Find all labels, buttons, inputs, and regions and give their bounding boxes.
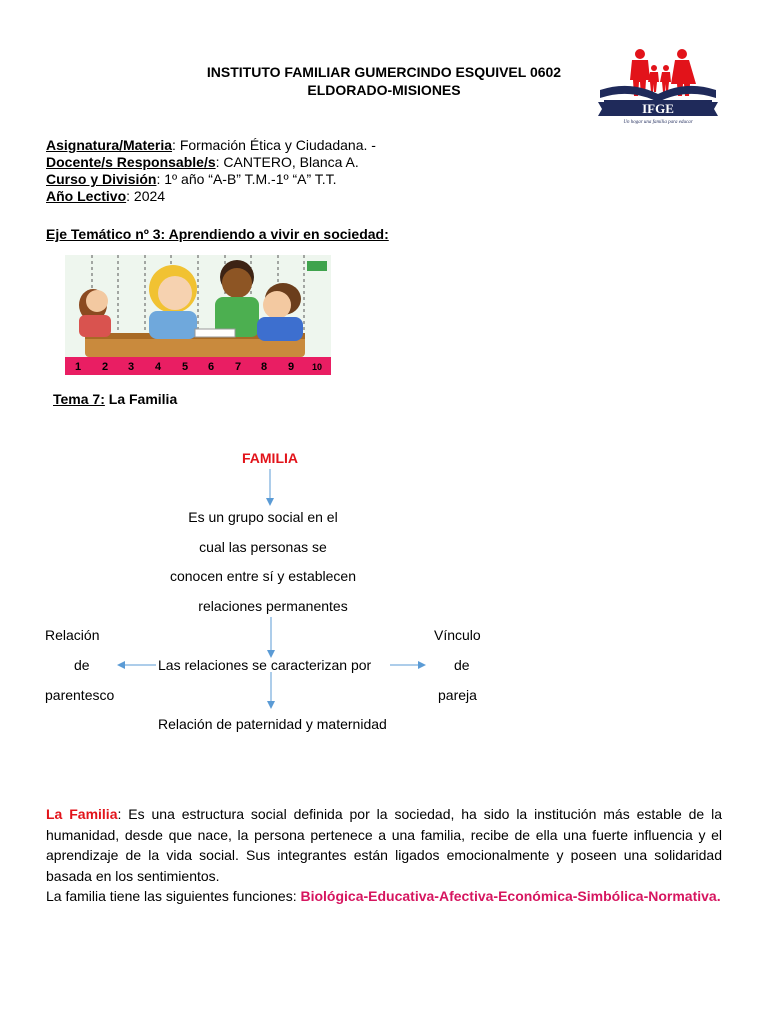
strip-number: 2 <box>101 361 109 373</box>
strip-number: 7 <box>234 361 242 373</box>
strip-number: 10 <box>311 362 323 372</box>
definition-line: relaciones permanentes <box>198 598 348 614</box>
course-value: : 1º año “A-B” T.M.-1º “A” T.T. <box>156 171 337 187</box>
definition-line: cual las personas se <box>199 539 327 555</box>
left-line: de <box>74 657 90 673</box>
tema-label: Tema 7: <box>53 391 105 407</box>
course-label: Curso y División <box>46 171 157 187</box>
year-label: Año Lectivo <box>46 188 127 204</box>
school-location: ELDORADO-MISIONES <box>307 82 461 98</box>
paragraph-lead: La Familia <box>46 806 118 822</box>
eje-tematico: Eje Temático nº 3: Aprendiendo a vivir en sociedad: <box>46 226 389 242</box>
right-line: pareja <box>438 687 477 703</box>
strip-number: 9 <box>287 361 295 373</box>
strip-number: 6 <box>207 361 215 373</box>
subject-label: Asignatura/Materia <box>46 137 173 153</box>
diagram-title: FAMILIA <box>242 450 298 466</box>
strip-number: 4 <box>154 361 162 373</box>
strip-number: 8 <box>260 361 268 373</box>
svg-text:Un hogar una familia para educ: Un hogar una familia para educar <box>623 120 693 125</box>
logo-text: IFGE <box>642 101 674 116</box>
year-value: : 2024 <box>126 188 166 204</box>
tema-value: La Familia <box>104 391 178 407</box>
family-paragraph <box>46 804 722 886</box>
right-line: de <box>454 657 470 673</box>
bottom-text: Relación de paternidad y maternidad <box>158 716 387 732</box>
functions-list: Biológica-Educativa-Afectiva-Económica-Simbólica-Normativa. <box>300 888 721 904</box>
left-line: Relación <box>45 627 100 643</box>
definition-line: conocen entre sí y establecen <box>169 568 356 584</box>
strip-number: 1 <box>74 361 82 373</box>
teacher-label: Docente/s Responsable/s <box>46 154 216 170</box>
school-name: INSTITUTO FAMILIAR GUMERCINDO ESQUIVEL 0602 <box>206 64 562 80</box>
functions-intro: La familia tiene las siguientes funciones: <box>46 888 301 904</box>
left-line: parentesco <box>45 687 115 703</box>
paragraph-body: : Es una estructura social definida por la sociedad, ha sido la institución más estable de la humanidad, desde que nace, la persona pertenece a una familia, recibe de ella una fuerte influencia y el aprendizaje de la vida social. Sus integrantes están ligados emocionalmente y poseen una solidaridad basada en los sentimientos. <box>46 806 723 884</box>
strip-number: 5 <box>181 361 189 373</box>
definition-line: Es un grupo social en el <box>188 509 338 525</box>
subject-value: : Formación Ética y Ciudadana. - <box>172 137 376 153</box>
teacher-value: : CANTERO, Blanca A. <box>215 154 359 170</box>
right-line: Vínculo <box>434 627 481 643</box>
functions-paragraph <box>46 886 722 907</box>
center-text: Las relaciones se caracterizan por <box>158 657 372 673</box>
strip-number: 3 <box>127 361 135 373</box>
